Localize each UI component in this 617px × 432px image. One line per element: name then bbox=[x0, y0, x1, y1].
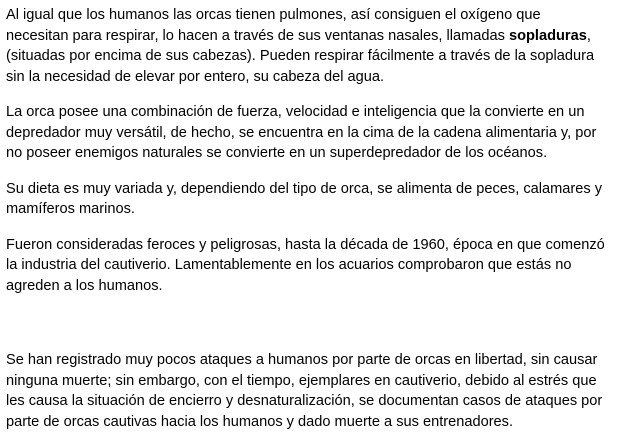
text-line: (situadas por encima de sus cabezas). Pueden respirar fácilmente a través de la sopladura bbox=[6, 46, 612, 67]
bold-term-sopladuras: sopladuras bbox=[509, 28, 587, 44]
text-line: no poseer enemigos naturales se convierte en un superdepredador de los océanos. bbox=[6, 143, 612, 164]
text-line: Se han registrado muy pocos ataques a humanos por parte de orcas en libertad, sin causar bbox=[6, 350, 612, 371]
text-line: ninguna muerte; sin embargo, con el tiempo, ejemplares en cautiverio, debido al estrés que bbox=[6, 371, 612, 392]
text-line: Su dieta es muy variada y, dependiendo del tipo de orca, se alimenta de peces, calamares y bbox=[6, 179, 612, 200]
text-line: La orca posee una combinación de fuerza, velocidad e inteligencia que la convierte en un bbox=[6, 102, 612, 123]
text-line: la industria del cautiverio. Lamentablemente en los acuarios comprobaron que estás no bbox=[6, 255, 612, 276]
text-line: depredador muy versátil, de hecho, se encuentra en la cima de la cadena alimentaria y, por bbox=[6, 123, 612, 144]
document-body bbox=[6, 5, 612, 432]
text-line-with-bold bbox=[6, 26, 612, 47]
text-line: agreden a los humanos. bbox=[6, 276, 612, 297]
text-line: les causa la situación de encierro y desnaturalización, se documentan casos de ataques por bbox=[6, 391, 612, 412]
paragraph-attacks bbox=[6, 350, 612, 432]
text-line: Fueron consideradas feroces y peligrosas, hasta la década de 1960, época en que comenzó bbox=[6, 235, 612, 256]
paragraph-captivity bbox=[6, 235, 612, 297]
text-line: mamíferos marinos. bbox=[6, 199, 612, 220]
paragraph-breathing bbox=[6, 5, 612, 87]
text-line: Al igual que los humanos las orcas tienen pulmones, así consiguen el oxígeno que bbox=[6, 5, 612, 26]
paragraph-diet bbox=[6, 179, 612, 220]
paragraph-predator bbox=[6, 102, 612, 164]
text-segment: necesitan para respirar, lo hacen a través de sus ventanas nasales, llamadas bbox=[6, 28, 509, 44]
text-line: parte de orcas cautivas hacia los humanos y dado muerte a sus entrenadores. bbox=[6, 412, 612, 432]
text-segment-comma: , bbox=[587, 28, 591, 44]
text-line: sin la necesidad de elevar por entero, su cabeza del agua. bbox=[6, 67, 612, 88]
